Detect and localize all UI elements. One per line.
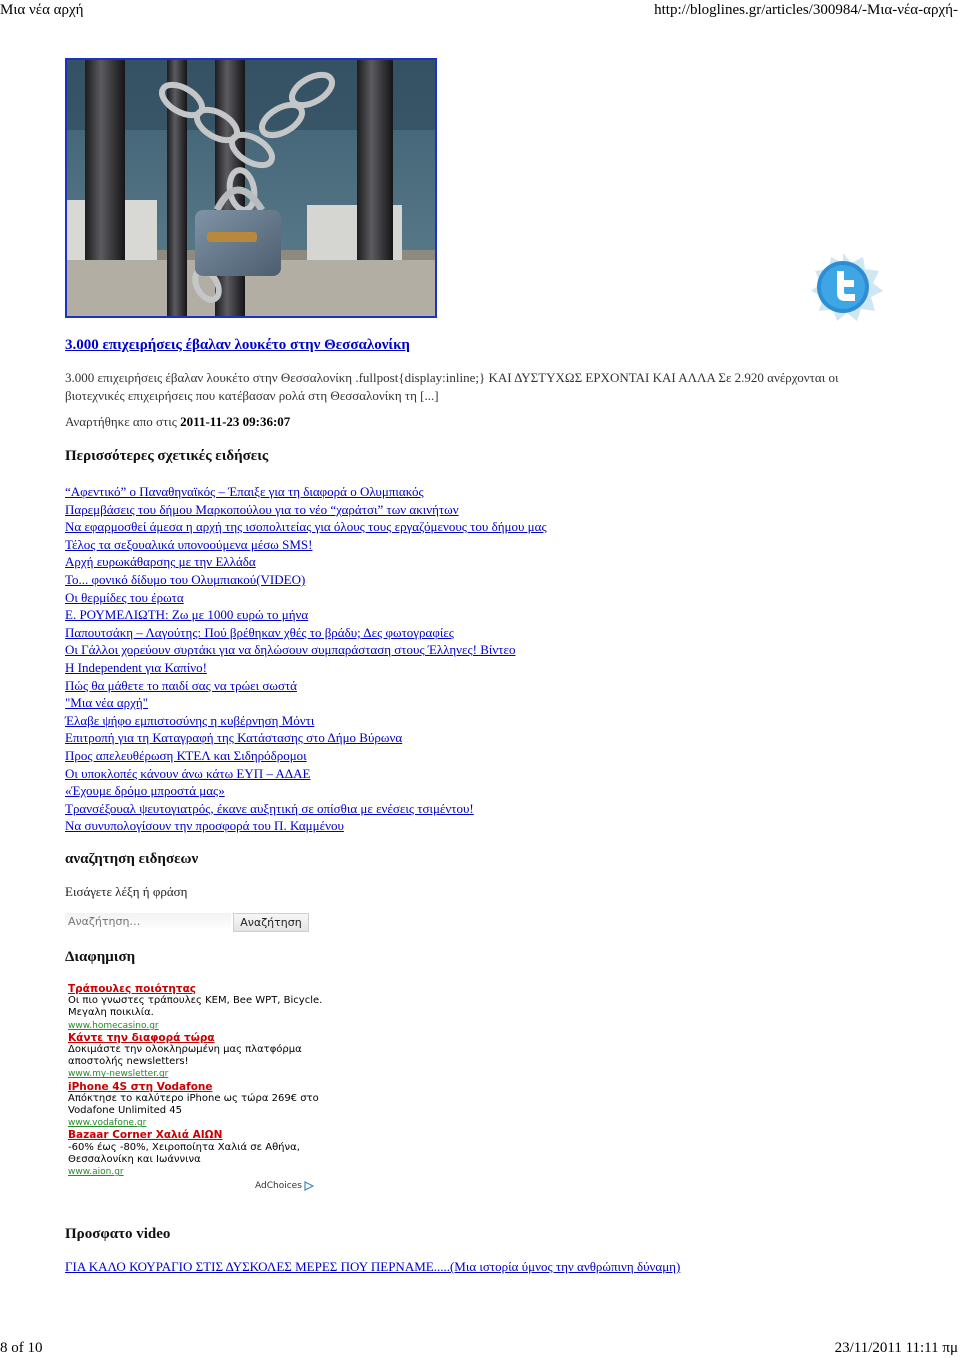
related-link[interactable]: Τρανσέξουαλ ψευτογιατρός, έκανε αυξητική σε οπίσθια με ενέσεις τσιμέντου! (65, 800, 474, 816)
list-item (65, 553, 547, 571)
list-item (65, 659, 547, 677)
ad-item (68, 983, 330, 1032)
twitter-bird-icon (797, 247, 889, 327)
search-input[interactable] (65, 913, 231, 930)
related-link[interactable]: Παρεμβάσεις του δήμου Μαρκοπούλου για το νέο “χαράτσι” των ακινήτων (65, 501, 459, 517)
ad-item (68, 1032, 330, 1081)
related-link[interactable]: "Μια νέα αρχή" (65, 695, 148, 711)
list-item (65, 729, 547, 747)
list-item (65, 782, 547, 800)
page-header-title: Μια νέα αρχή (0, 2, 84, 18)
print-timestamp: 23/11/2011 11:11 πμ (834, 1340, 958, 1356)
list-item (65, 624, 547, 642)
related-link[interactable]: Να εφαρμοσθεί άμεσα η αρχή της ισοπολιτείας για όλους τους εργαζόμενους του δήμου μας (65, 519, 547, 535)
posted-date: 2011-11-23 09:36:07 (180, 414, 291, 429)
list-item (65, 571, 547, 589)
related-link[interactable]: «Έχουμε δρόμο μπροστά μας» (65, 783, 225, 799)
search-button[interactable]: Αναζήτηση (233, 913, 309, 932)
posted-info (65, 414, 290, 430)
related-news-heading: Περισσότερες σχετικές ειδήσεις (65, 448, 269, 464)
search-heading: αναζητηση ειδησεων (65, 851, 199, 867)
ad-url-link[interactable]: www.aion.gr (68, 1167, 124, 1178)
twitter-button[interactable] (797, 247, 889, 327)
ad-url-link[interactable]: www.homecasino.gr (68, 1020, 159, 1031)
related-link[interactable]: Προς απελευθέρωση ΚΤΕΛ και Σιδηρόδρομοι (65, 747, 307, 763)
related-link[interactable]: Οι Γάλλοι χορεύουν συρτάκι για να δηλώσουν συμπαράσταση στους Έλληνες! Βίντεο (65, 642, 516, 658)
related-link[interactable]: Αρχή ευρωκάθαρσης με την Ελλάδα (65, 554, 256, 570)
adchoices-label: AdChoices (255, 1181, 302, 1191)
ad-item (68, 1081, 330, 1130)
related-link[interactable]: Παπουτσάκη – Λαγούτης: Πού βρέθηκαν χθές το βράδυ; Δες φωτογραφίες (65, 624, 454, 640)
recent-video-heading: Προσφατο video (65, 1226, 171, 1242)
article-title-link[interactable]: 3.000 επιχειρήσεις έβαλαν λουκέτο στην Θεσσαλονίκη (65, 337, 410, 353)
ad-title-link[interactable]: Τράπουλες ποιότητας (68, 983, 197, 995)
posted-label: Αναρτήθηκε απο στις (65, 414, 177, 429)
ad-description: Απόκτησε το καλύτερο iPhone ως τώρα 269€ στο Vodafone Unlimited 45 (68, 1092, 319, 1117)
page-header-url: http://bloglines.gr/articles/300984/-Μια-νέα-αρχή- (654, 2, 958, 18)
list-item (65, 483, 547, 501)
adchoices-link[interactable] (255, 1181, 314, 1191)
related-link[interactable]: H Independent για Καπίνο! (65, 659, 207, 675)
list-item (65, 536, 547, 554)
list-item (65, 518, 547, 536)
list-item (65, 589, 547, 607)
list-item (65, 712, 547, 730)
related-link[interactable]: Το... φονικό δίδυμο του Ολυμπιακού(VIDEO) (65, 571, 306, 587)
related-link[interactable]: “Αφεντικό” ο Παναθηναϊκός – Έπαιξε για τη διαφορά ο Ολυμπιακός (65, 484, 424, 499)
ad-description: Δοκιμάστε την ολοκληρωμένη μας πλατφόρμα αποστολής newsletters! (68, 1044, 302, 1068)
related-link[interactable]: Ε. ΡΟΥΜΕΛΙΩΤΗ: Ζω με 1000 ευρώ το μήνα (65, 607, 309, 623)
article-excerpt: 3.000 επιχειρήσεις έβαλαν λουκέτο στην Θεσσαλονίκη .fullpost{display:inline;} ΚΑΙ ΔΥΣΤΥΧΩΣ ΕΡΧΟΝΤΑΙ ΚΑΙ ΑΛΛΑ Σε 2.920 ανέρχονται οι βιοτεχνικές επιχειρήσεις που κατέβασαν ρολά στη Θεσσαλονίκη τη [...] (65, 370, 839, 403)
ad-title-link[interactable]: Κάντε την διαφορά τώρα (68, 1031, 215, 1044)
list-item (65, 694, 547, 712)
related-link[interactable]: Οι θερμίδες του έρωτα (65, 589, 184, 605)
list-item (65, 501, 547, 519)
ads-heading: Διαφημιση (65, 949, 136, 965)
related-link[interactable]: Επιτροπή για τη Καταγραφή της Κατάστασης στο Δήμο Βύρωνα (65, 730, 403, 746)
list-item (65, 817, 547, 835)
related-link[interactable]: Πώς θα μάθετε το παιδί σας να τρώει σωστά (65, 677, 297, 693)
padlock-chain-photo (67, 60, 435, 316)
list-item (65, 747, 547, 765)
related-link[interactable]: Τέλος τα σεξουαλικά υπονοούμενα μέσω SMS! (65, 536, 313, 552)
related-news-list (65, 483, 547, 835)
list-item (65, 765, 547, 783)
article-photo[interactable] (65, 58, 437, 318)
ad-description: Οι πιο γνωστες τράπουλες ΚΕΜ, Bee WPT, Bicycle. Μεγαλη ποικιλία. (68, 995, 323, 1019)
ad-title-link[interactable]: Bazaar Corner Χαλιά ΑΙΩΝ (68, 1129, 223, 1142)
list-item (65, 800, 547, 818)
ad-description: -60% έως -80%, Χειροποίητα Χαλιά σε Αθήνα, Θεσσαλονίκη και Ιωάννινα (68, 1141, 300, 1165)
ad-item (68, 1129, 330, 1178)
page-number: 8 of 10 (0, 1340, 43, 1356)
ad-url-link[interactable]: www.my-newsletter.gr (68, 1069, 169, 1080)
list-item (65, 641, 547, 659)
ads-block (68, 983, 330, 1178)
list-item (65, 677, 547, 695)
search-label: Εισάγετε λέξη ή φράση (65, 884, 188, 899)
related-link[interactable]: Να συνυπολογίσουν την προσφορά του Π. Καμμένου (65, 818, 344, 834)
related-link[interactable]: Οι υποκλοπές κάνουν άνω κάτω ΕΥΠ – ΑΔΑΕ (65, 765, 311, 781)
adchoices-icon (304, 1181, 314, 1191)
ad-title-link[interactable]: iPhone 4S στη Vodafone (68, 1080, 213, 1093)
ad-url-link[interactable]: www.vodafone.gr (68, 1118, 147, 1129)
list-item (65, 606, 547, 624)
recent-video-link[interactable]: ΓΙΑ ΚΑΛΟ ΚΟΥΡΑΓΙΟ ΣΤΙΣ ΔΥΣΚΟΛΕΣ ΜΕΡΕΣ ΠΟΥ ΠΕΡΝΑΜΕ.....(Μια ιστορία ύμνος την ανθρώπινη δύναμη) (65, 1259, 681, 1274)
related-link[interactable]: Έλαβε ψήφο εμπιστοσύνης η κυβέρνηση Μόντι (65, 712, 315, 728)
